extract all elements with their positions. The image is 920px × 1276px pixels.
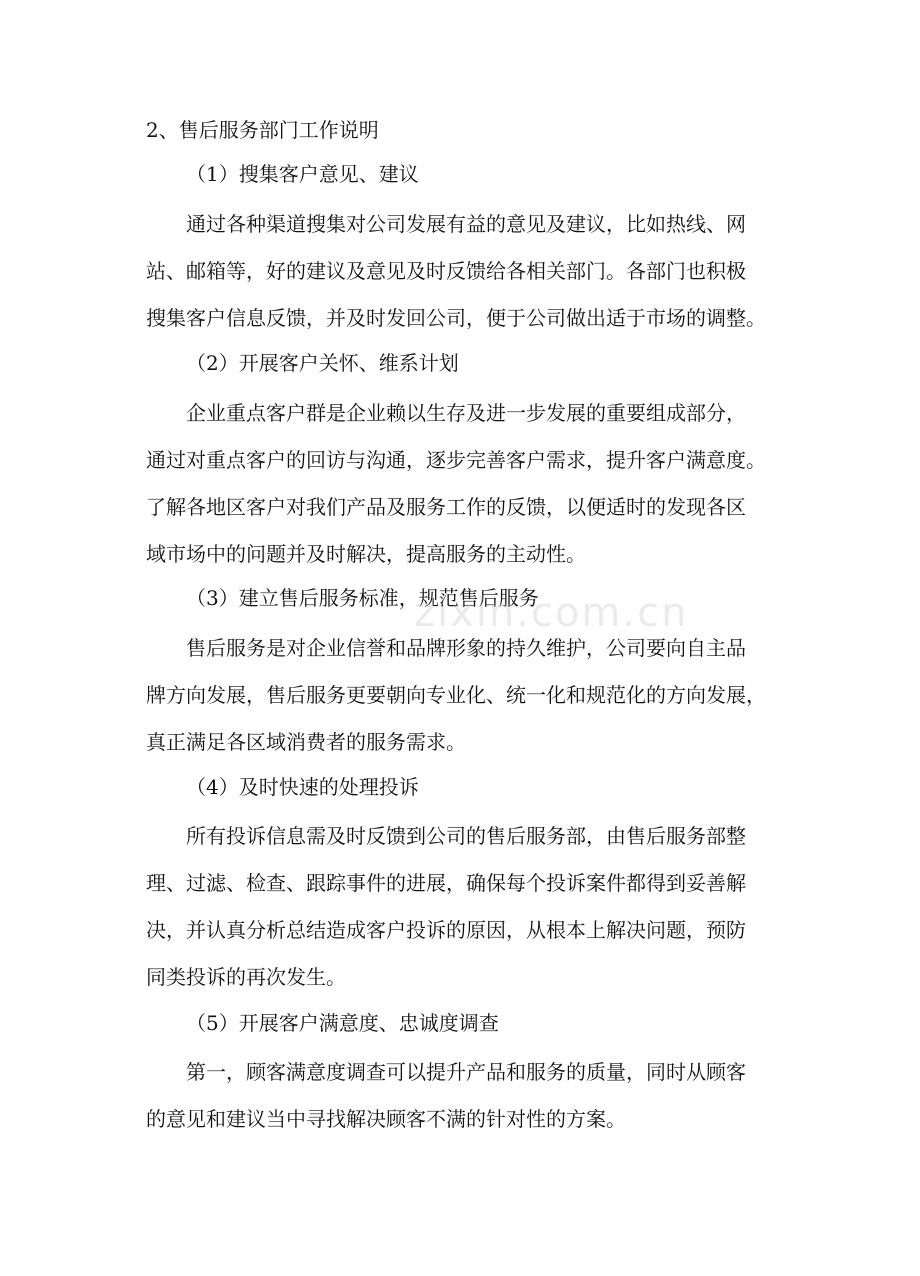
paragraph-5-line-2: 的意见和建议当中寻找解决顾客不满的针对性的方案。 xyxy=(146,1107,626,1131)
subsection-heading-1: （1）搜集客户意见、建议 xyxy=(186,162,419,186)
paragraph-4-line-2: 理、过滤、检查、跟踪事件的进展，确保每个投诉案件都得到妥善解 xyxy=(146,871,746,895)
paragraph-5-line-1: 第一，顾客满意度调查可以提升产品和服务的质量，同时从顾客 xyxy=(186,1060,746,1084)
paragraph-3-line-1: 售后服务是对企业信誉和品牌形象的持久维护，公司要向自主品 xyxy=(186,636,746,660)
paragraph-4-line-3: 决，并认真分析总结造成客户投诉的原因，从根本上解决问题，预防 xyxy=(146,918,746,942)
section-title: 2、售后服务部门工作说明 xyxy=(146,118,379,142)
paragraph-1-line-2: 站、邮箱等，好的建议及意见及时反馈给各相关部门。各部门也积极 xyxy=(146,259,746,283)
paragraph-2-line-3: 了解各地区客户对我们产品及服务工作的反馈，以便适时的发现各区 xyxy=(146,495,746,519)
paragraph-2-line-2: 通过对重点客户的回访与沟通，逐步完善客户需求，提升客户满意度。 xyxy=(146,448,766,472)
paragraph-3-line-3: 真正满足各区域消费者的服务需求。 xyxy=(146,730,466,754)
subsection-heading-4: （4）及时快速的处理投诉 xyxy=(186,775,419,799)
paragraph-1-line-3: 搜集客户信息反馈，并及时发回公司，便于公司做出适于市场的调整。 xyxy=(146,306,766,330)
subsection-heading-5: （5）开展客户满意度、忠诚度调查 xyxy=(186,1011,499,1035)
paragraph-4-line-4: 同类投诉的再次发生。 xyxy=(146,965,346,989)
paragraph-2-line-4: 域市场中的问题并及时解决，提高服务的主动性。 xyxy=(146,542,586,566)
paragraph-1-line-1: 通过各种渠道搜集对公司发展有益的意见及建议，比如热线、网 xyxy=(186,212,746,236)
watermark-text: zixin.com.cn xyxy=(414,590,689,636)
subsection-heading-2: （2）开展客户关怀、维系计划 xyxy=(186,351,459,375)
subsection-heading-3: （3）建立售后服务标准，规范售后服务 xyxy=(186,586,539,610)
paragraph-3-line-2: 牌方向发展，售后服务更要朝向专业化、统一化和规范化的方向发展， xyxy=(146,683,766,707)
paragraph-2-line-1: 企业重点客户群是企业赖以生存及进一步发展的重要组成部分， xyxy=(186,401,746,425)
paragraph-4-line-1: 所有投诉信息需及时反馈到公司的售后服务部，由售后服务部整 xyxy=(186,824,746,848)
